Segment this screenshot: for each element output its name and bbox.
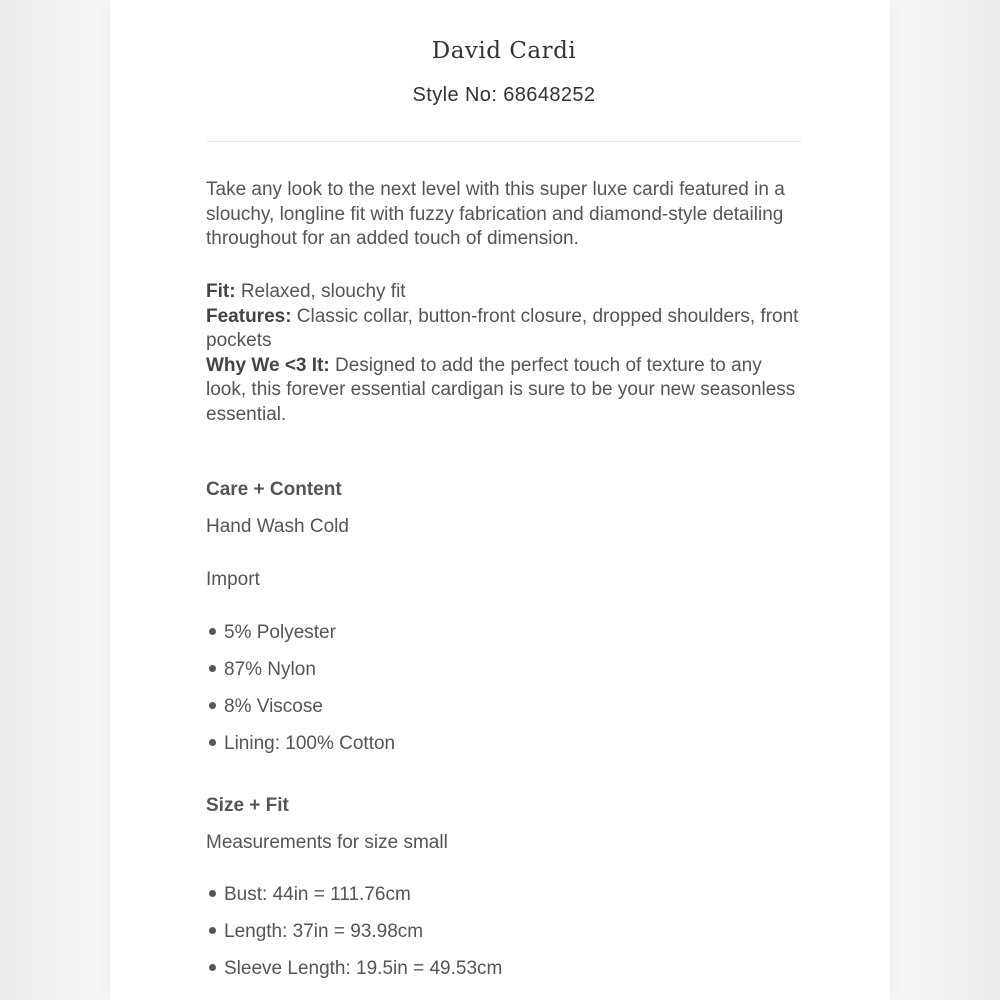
material-label: 5% Polyester — [224, 622, 336, 643]
material-list-item — [206, 622, 336, 644]
material-list-item — [206, 696, 323, 718]
product-details — [206, 280, 802, 427]
product-title: David Cardi — [431, 38, 577, 64]
measurement-list-item — [206, 921, 423, 943]
features-detail — [206, 305, 802, 354]
header-divider — [206, 141, 802, 142]
bullet-icon — [209, 927, 216, 934]
features-value: Classic collar, button-front closure, dropped shoulders, front pockets — [206, 305, 799, 351]
bullet-icon — [209, 890, 216, 897]
bullet-icon — [209, 665, 216, 672]
material-list-item — [206, 733, 395, 755]
measurement-list-item — [206, 884, 411, 906]
material-label: 8% Viscose — [224, 696, 323, 717]
material-label: 87% Nylon — [224, 659, 316, 680]
bullet-icon — [209, 964, 216, 971]
size-note: Measurements for size small — [206, 832, 448, 853]
bullet-icon — [209, 739, 216, 746]
material-list-item — [206, 659, 316, 681]
fit-detail — [206, 280, 802, 305]
fit-value: Relaxed, slouchy fit — [235, 281, 406, 302]
fit-label: Fit: — [206, 281, 236, 302]
why-we-love-it-label: Why We <3 It: — [206, 354, 330, 376]
features-label: Features: — [206, 305, 292, 327]
care-origin: Import — [206, 569, 260, 590]
product-description: Take any look to the next level with this super luxe cardi featured in a slouchy, longline fit with fuzzy fabrication and diamond-style detailing throughout for an added touch of dimension. — [206, 179, 785, 249]
measurement-label: Length: 37in = 93.98cm — [224, 921, 424, 942]
product-details-panel — [110, 0, 890, 1000]
why-we-love-it-value: Designed to add the perfect touch of texture to any look, this forever essential cardigan is sure to be your new seasonless essential. — [206, 354, 796, 425]
material-label: Lining: 100% Cotton — [224, 733, 396, 754]
style-number: Style No: 68648252 — [412, 84, 596, 106]
why-we-love-it-detail — [206, 354, 802, 428]
care-wash-instruction: Hand Wash Cold — [206, 516, 349, 537]
measurement-list-item — [206, 958, 502, 980]
bullet-icon — [209, 628, 216, 635]
bullet-icon — [209, 702, 216, 709]
measurement-label: Bust: 44in = 111.76cm — [224, 884, 411, 905]
measurement-label: Sleeve Length: 19.5in = 49.53cm — [224, 958, 503, 979]
size-fit-heading: Size + Fit — [206, 795, 289, 816]
care-content-heading: Care + Content — [206, 479, 342, 500]
